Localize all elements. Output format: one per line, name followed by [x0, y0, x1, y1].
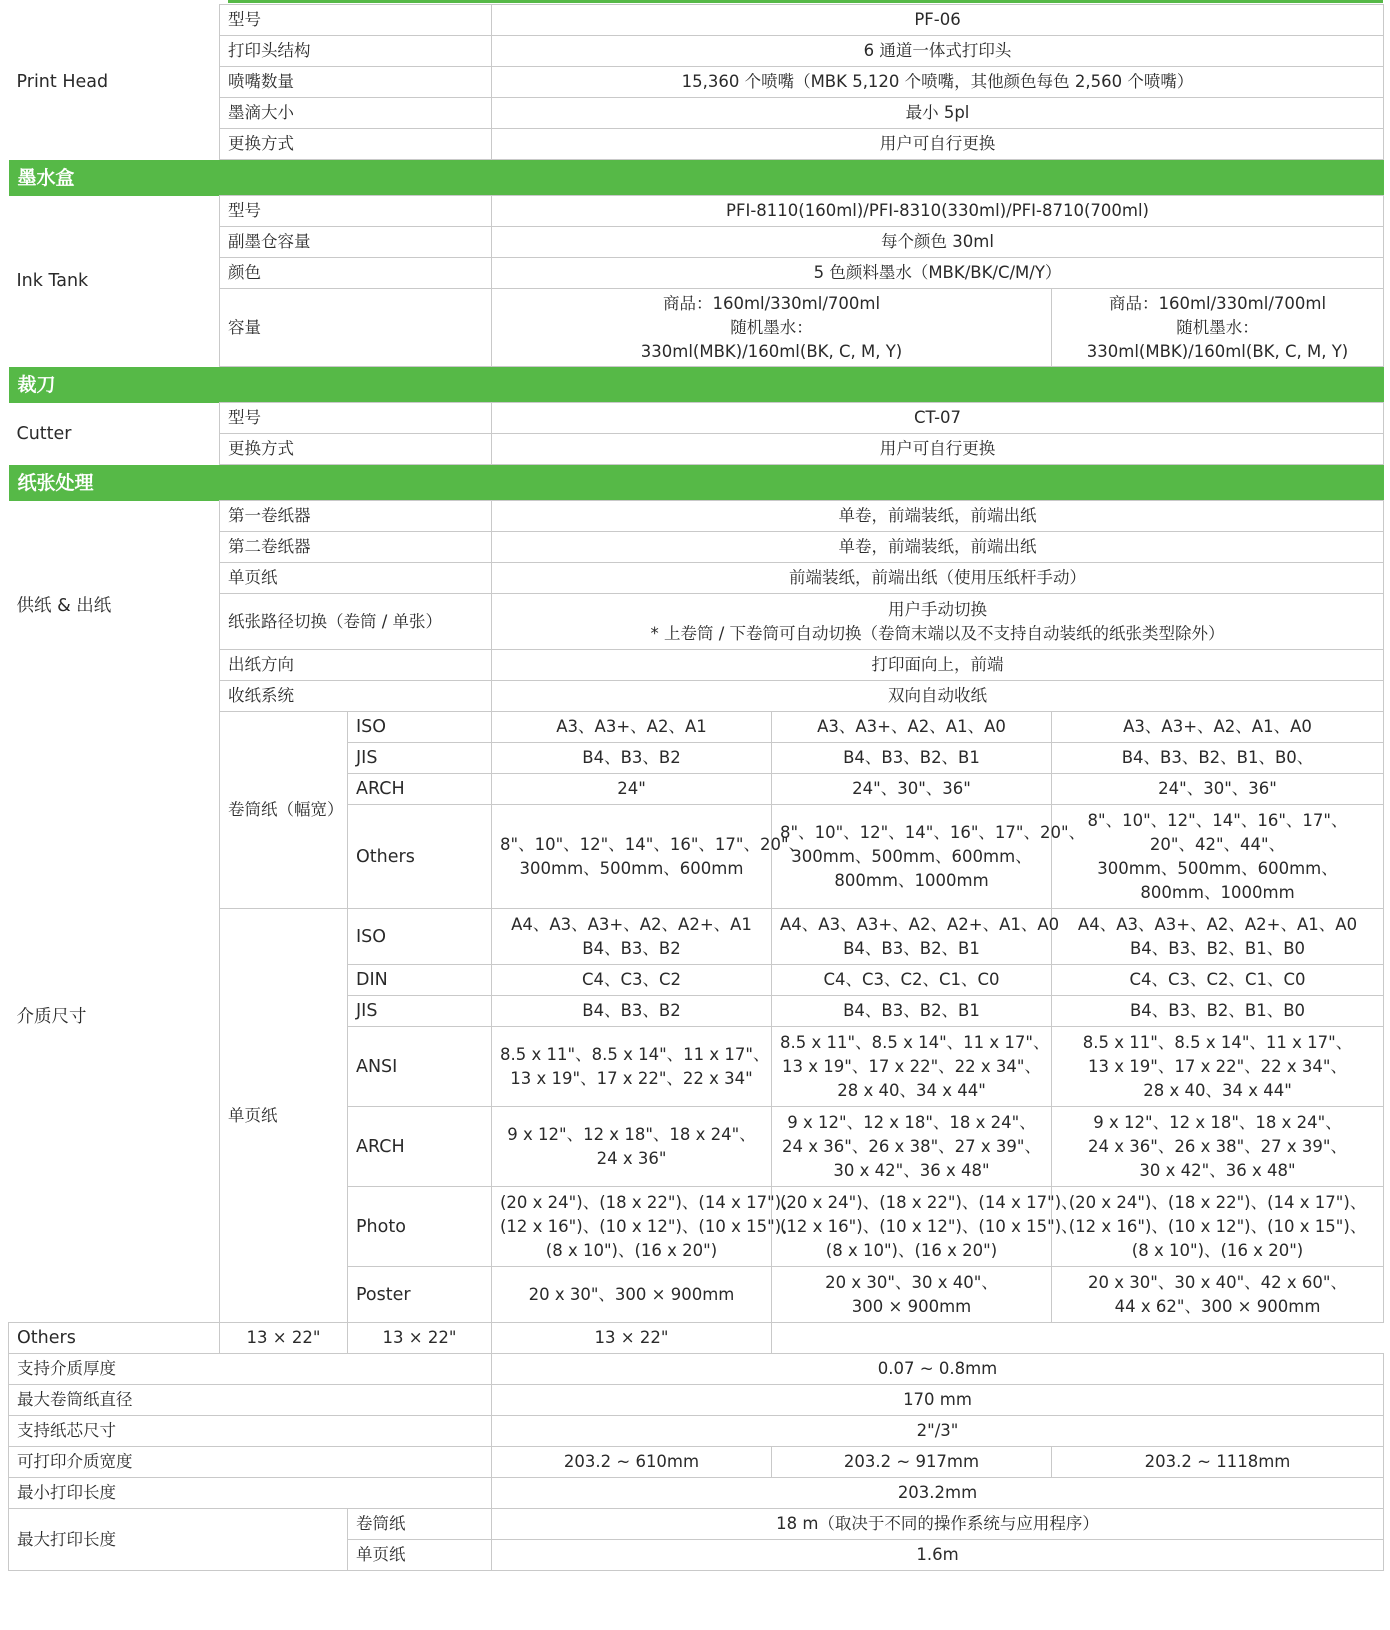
category-print-head: Print Head: [9, 5, 220, 160]
table-row: [9, 1385, 1384, 1416]
row-value: CT-07: [492, 403, 1384, 434]
row-label: 可打印介质宽度: [9, 1447, 492, 1478]
sub-label: ARCH: [348, 1107, 492, 1187]
table-row: [9, 1509, 1384, 1540]
row-label: 喷嘴数量: [220, 67, 492, 98]
cell-value: 13 × 22": [348, 1323, 492, 1354]
cell-line: 300mm、500mm、600mm: [519, 858, 744, 878]
sub-label: ISO: [348, 712, 492, 743]
cell-line: 9 x 12"、12 x 18"、18 x 24"、: [787, 1112, 1036, 1132]
category-media-size: 介质尺寸: [9, 712, 220, 1323]
row-label: 最大打印长度: [9, 1509, 348, 1571]
cell-line: 13 x 19"、17 x 22"、22 x 34"、: [781, 1056, 1041, 1076]
row-label: 纸张路径切换（卷筒 / 单张）: [220, 594, 492, 650]
cell-value: C4、C3、C2、C1、C0: [1052, 965, 1384, 996]
row-value: 2"/3": [492, 1416, 1384, 1447]
cell-line: A4、A3、A3+、A2、A2+、A1: [511, 914, 752, 934]
cell-value: [772, 909, 1060, 965]
sub-label: DIN: [348, 965, 492, 996]
cell-line: 8"、10"、12"、14"、16"、17"、20"、: [500, 834, 806, 854]
cell-value: [492, 1107, 772, 1187]
table-row: [9, 403, 1384, 434]
sub-label: ARCH: [348, 774, 492, 805]
row-value: 203.2mm: [492, 1478, 1384, 1509]
row-value: 0.07 ~ 0.8mm: [492, 1354, 1384, 1385]
capacity-col-2: [1052, 289, 1384, 367]
cell-value: [1052, 909, 1384, 965]
cell-line: B4、B3、B2、B1、B0: [1129, 938, 1306, 958]
cell-line: 30 x 42"、36 x 48": [1139, 1160, 1296, 1180]
row-value: 用户可自行更换: [492, 129, 1384, 160]
cell-line: 20 x 30"、30 x 40"、: [825, 1272, 998, 1292]
row-value: 前端装纸，前端出纸（使用压纸杆手动）: [492, 563, 1384, 594]
cell-line: 24 x 36"、26 x 38"、27 x 39"、: [781, 1136, 1041, 1156]
section-header-cutter: [9, 367, 1384, 403]
cell-line: 商品：160ml/330ml/700ml: [1108, 293, 1327, 313]
cell-line: 30 x 42"、36 x 48": [833, 1160, 990, 1180]
table-row: [9, 1323, 1384, 1354]
capacity-col-1: [492, 289, 1052, 367]
cell-line: 8"、10"、12"、14"、16"、17"、: [1087, 810, 1348, 830]
section-header-paper-handling: [9, 465, 1384, 501]
cell-value: [772, 1107, 1052, 1187]
cell-line: 9 x 12"、12 x 18"、18 x 24"、: [507, 1124, 756, 1144]
sub-label: ISO: [348, 909, 492, 965]
row-label: 收纸系统: [220, 681, 492, 712]
cell-line: (8 x 10")、(16 x 20"): [825, 1240, 998, 1260]
row-value: 170 mm: [492, 1385, 1384, 1416]
cell-line: 28 x 40、34 x 44": [837, 1080, 986, 1100]
cell-line: 800mm、1000mm: [834, 870, 989, 890]
cell-line: 24 x 36"、26 x 38"、27 x 39"、: [1088, 1136, 1348, 1156]
cell-line: A4、A3、A3+、A2、A2+、A1、A0: [1077, 914, 1358, 934]
row-label: 型号: [220, 196, 492, 227]
row-value: PF-06: [492, 5, 1384, 36]
cell-value: A3、A3+、A2、A1、A0: [1052, 712, 1384, 743]
section-title: 裁刀: [9, 367, 1384, 403]
sub-label: Photo: [348, 1187, 492, 1267]
sub-label: JIS: [348, 743, 492, 774]
cell-value: B4、B3、B2、B1、B0: [1052, 996, 1384, 1027]
cell-line: (8 x 10")、(16 x 20"): [1131, 1240, 1304, 1260]
cell-value: A3、A3+、A2、A1: [492, 712, 772, 743]
category-feed-output: 供纸 & 出纸: [9, 501, 220, 712]
cell-value: 24"、30"、36": [772, 774, 1052, 805]
cell-value: B4、B3、B2: [492, 996, 772, 1027]
cell-line: 用户手动切换: [888, 599, 987, 619]
sub-label: Others: [9, 1323, 220, 1354]
row-value: 1.6m: [492, 1540, 1384, 1571]
cell-value: 203.2 ~ 610mm: [492, 1447, 772, 1478]
row-value: [492, 594, 1384, 650]
section-header-ink-tank: [9, 160, 1384, 196]
cell-value: B4、B3、B2、B1: [772, 996, 1052, 1027]
row-label: 第二卷纸器: [220, 532, 492, 563]
category-cutter: Cutter: [9, 403, 220, 465]
cell-line: 330ml(MBK)/160ml(BK, C, M, Y): [640, 341, 903, 361]
cell-value: C4、C3、C2: [492, 965, 772, 996]
spec-table: [8, 4, 1384, 1571]
row-value: 每个颜色 30ml: [492, 227, 1384, 258]
sub-label: JIS: [348, 996, 492, 1027]
row-label: 支持纸芯尺寸: [9, 1416, 492, 1447]
cell-line: (12 x 16")、(10 x 12")、(10 x 15")、: [1068, 1216, 1367, 1236]
cell-line: 8.5 x 11"、8.5 x 14"、11 x 17"、: [1082, 1032, 1353, 1052]
row-label: 第一卷纸器: [220, 501, 492, 532]
cell-line: 300mm、500mm、600mm、: [1097, 858, 1338, 878]
cell-value: [492, 805, 806, 909]
row-value: 单卷，前端装纸，前端出纸: [492, 501, 1384, 532]
table-row: [9, 1416, 1384, 1447]
cell-line: 300 × 900mm: [851, 1296, 972, 1316]
category-ink-tank: Ink Tank: [9, 196, 220, 367]
row-value: 最小 5pl: [492, 98, 1384, 129]
row-label: 墨滴大小: [220, 98, 492, 129]
cell-line: 8.5 x 11"、8.5 x 14"、11 x 17"、: [780, 1032, 1050, 1052]
sub-label: Poster: [348, 1267, 492, 1323]
cell-line: (20 x 24")、(18 x 22")、(14 x 17")、: [1068, 1192, 1367, 1212]
cell-value: C4、C3、C2、C1、C0: [772, 965, 1052, 996]
group-label-roll: 卷筒纸（幅宽）: [220, 712, 348, 909]
cell-line: 20"、42"、44"、: [1149, 834, 1286, 854]
cell-value: [772, 1027, 1052, 1107]
table-row: [9, 1354, 1384, 1385]
row-label: 支持介质厚度: [9, 1354, 492, 1385]
cell-line: 9 x 12"、12 x 18"、18 x 24"、: [1093, 1112, 1342, 1132]
cell-line: 44 x 62"、300 × 900mm: [1114, 1296, 1321, 1316]
cell-value: [492, 1187, 798, 1267]
cell-line: A4、A3、A3+、A2、A2+、A1、A0: [780, 914, 1060, 934]
cell-value: [772, 1267, 1052, 1323]
cell-line: 28 x 40、34 x 44": [1143, 1080, 1292, 1100]
row-label: 打印头结构: [220, 36, 492, 67]
row-label: 最小打印长度: [9, 1478, 492, 1509]
row-value: PFI-8110(160ml)/PFI-8310(330ml)/PFI-8710(700ml): [492, 196, 1384, 227]
cell-value: B4、B3、B2: [492, 743, 772, 774]
cell-value: A3、A3+、A2、A1、A0: [772, 712, 1052, 743]
cell-line: 13 x 19"、17 x 22"、22 x 34"、: [1088, 1056, 1348, 1076]
section-title: 纸张处理: [9, 465, 1384, 501]
row-label: 单页纸: [220, 563, 492, 594]
cell-line: 800mm、1000mm: [1140, 882, 1295, 902]
cell-line: (8 x 10")、(16 x 20"): [545, 1240, 718, 1260]
row-value: 打印面向上，前端: [492, 650, 1384, 681]
cell-value: 13 × 22": [492, 1323, 772, 1354]
cell-value: B4、B3、B2、B1、B0、: [1052, 743, 1384, 774]
sub-label: ANSI: [348, 1027, 492, 1107]
table-row: [9, 501, 1384, 532]
cell-value: 13 × 22": [220, 1323, 348, 1354]
row-label: 型号: [220, 403, 492, 434]
table-row: [9, 1478, 1384, 1509]
cell-line: (20 x 24")、(18 x 22")、(14 x 17")、: [500, 1192, 798, 1212]
cell-line: 13 x 19"、17 x 22"、22 x 34": [510, 1068, 753, 1088]
row-label: 颜色: [220, 258, 492, 289]
row-label: 副墨仓容量: [220, 227, 492, 258]
cell-value: B4、B3、B2、B1: [772, 743, 1052, 774]
group-label-sheet: 单页纸: [220, 909, 348, 1323]
cell-line: (12 x 16")、(10 x 12")、(10 x 15")、: [780, 1216, 1078, 1236]
cell-line: (12 x 16")、(10 x 12")、(10 x 15")、: [500, 1216, 798, 1236]
cell-value: [772, 805, 1086, 909]
cell-line: 商品：160ml/330ml/700ml: [662, 293, 881, 313]
cell-line: 随机墨水：: [1176, 317, 1259, 337]
row-value: 15,360 个喷嘴（MBK 5,120 个喷嘴，其他颜色每色 2,560 个喷嘴）: [492, 67, 1384, 98]
cell-value: 24": [492, 774, 772, 805]
cell-value: 20 x 30"、300 × 900mm: [492, 1267, 772, 1323]
top-accent-line: [228, 0, 1383, 3]
cell-line: 20 x 30"、30 x 40"、42 x 60"、: [1088, 1272, 1348, 1292]
row-value: 单卷，前端装纸，前端出纸: [492, 532, 1384, 563]
row-value: 5 色颜料墨水（MBK/BK/C/M/Y）: [492, 258, 1384, 289]
row-value: 6 通道一体式打印头: [492, 36, 1384, 67]
cell-line: (20 x 24")、(18 x 22")、(14 x 17")、: [780, 1192, 1078, 1212]
cell-line: 300mm、500mm、600mm、: [791, 846, 1032, 866]
sub-label: 卷筒纸: [348, 1509, 492, 1540]
sub-label: Others: [348, 805, 492, 909]
table-row: [9, 712, 1384, 743]
cell-value: [1052, 805, 1384, 909]
table-row: [9, 5, 1384, 36]
row-value: 双向自动收纸: [492, 681, 1384, 712]
cell-line: 8.5 x 11"、8.5 x 14"、11 x 17"、: [500, 1044, 770, 1064]
row-label: 型号: [220, 5, 492, 36]
row-label: 更换方式: [220, 434, 492, 465]
cell-value: 203.2 ~ 917mm: [772, 1447, 1052, 1478]
cell-line: B4、B3、B2: [582, 938, 681, 958]
row-label: 出纸方向: [220, 650, 492, 681]
row-label: 容量: [220, 289, 492, 367]
table-row: [9, 196, 1384, 227]
cell-value: 203.2 ~ 1118mm: [1052, 1447, 1384, 1478]
cell-line: 随机墨水：: [730, 317, 813, 337]
row-label: 更换方式: [220, 129, 492, 160]
cell-line: B4、B3、B2、B1: [843, 938, 980, 958]
row-label: 最大卷筒纸直径: [9, 1385, 492, 1416]
section-title: 墨水盒: [9, 160, 1384, 196]
cell-value: [772, 1187, 1078, 1267]
cell-line: 24 x 36": [596, 1148, 667, 1168]
cell-note: * 上卷筒 / 下卷筒可自动切换（卷筒末端以及不支持自动装纸的纸张类型除外）: [650, 623, 1225, 643]
row-value: 用户可自行更换: [492, 434, 1384, 465]
cell-value: [492, 1027, 772, 1107]
cell-line: 8"、10"、12"、14"、16"、17"、20"、: [780, 822, 1086, 842]
cell-value: 24"、30"、36": [1052, 774, 1384, 805]
cell-value: [492, 909, 772, 965]
cell-value: [1052, 1107, 1384, 1187]
cell-line: 330ml(MBK)/160ml(BK, C, M, Y): [1086, 341, 1349, 361]
sub-label: 单页纸: [348, 1540, 492, 1571]
table-row: [9, 1447, 1384, 1478]
cell-value: [1052, 1187, 1384, 1267]
cell-value: [1052, 1267, 1384, 1323]
cell-value: [1052, 1027, 1384, 1107]
row-value: 18 m（取决于不同的操作系统与应用程序）: [492, 1509, 1384, 1540]
